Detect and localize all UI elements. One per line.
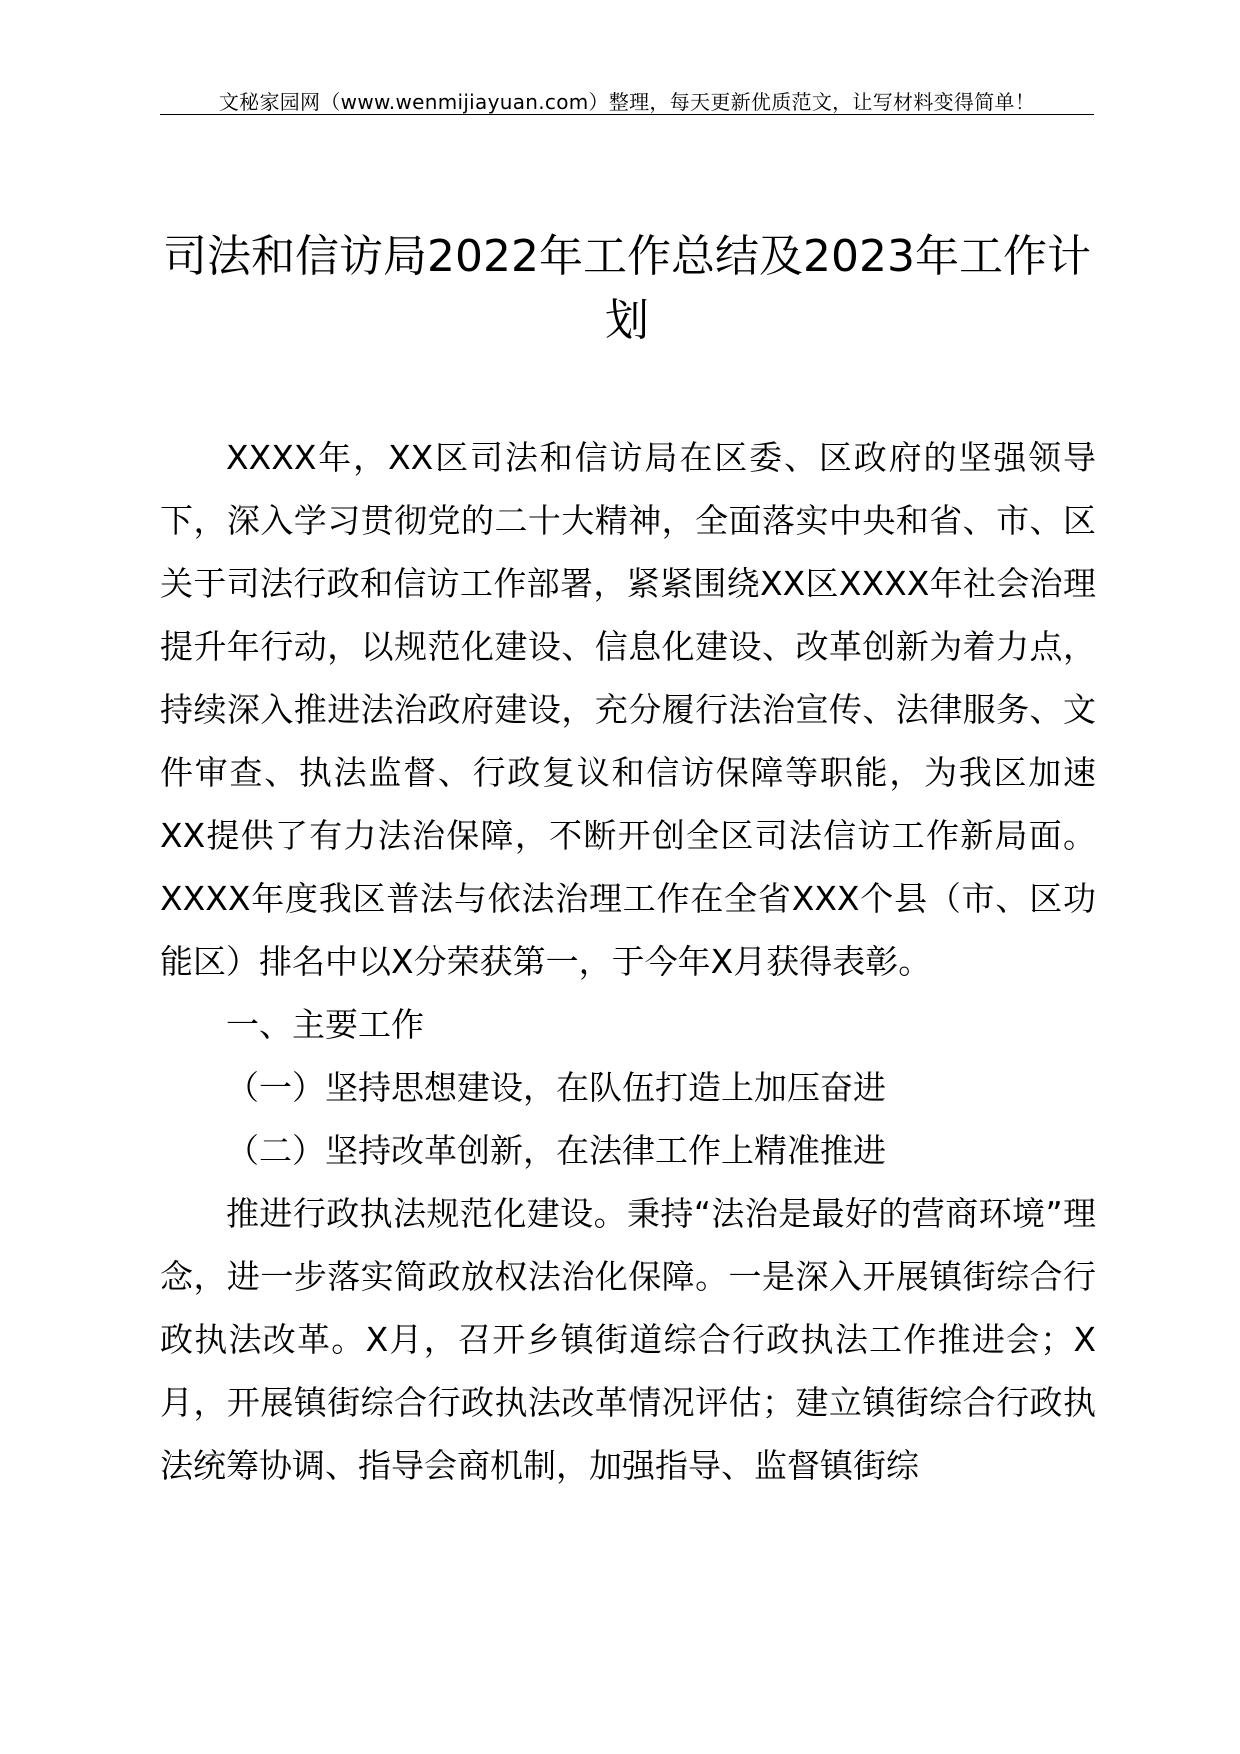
- body-paragraph: 推进行政执法规范化建设。秉持“法治是最好的营商环境”理念，进一步落实简政放权法治化保障。一是深入开展镇街综合行政执法改革。X月，召开乡镇街道综合行政执法工作推进会；X月，开展镇街综合行政执法改革情况评估；建立镇街综合行政执法统筹协调、指导会商机制，加强指导、监督镇街综: [160, 1194, 1096, 1485]
- page-header-text: 文秘家园网（www.wenmijiayuan.com）整理，每天更新优质范文，让写材料变得简单！: [218, 90, 1036, 114]
- document-body: [160, 426, 1096, 1497]
- subsection-heading-2: （二）坚持改革创新，在法律工作上精准推进: [226, 1131, 886, 1170]
- section-heading: 一、主要工作: [226, 1005, 424, 1044]
- intro-paragraph: XXXX年，XX区司法和信访局在区委、区政府的坚强领导下，深入学习贯彻党的二十大精神，全面落实中央和省、市、区关于司法行政和信访工作部署，紧紧围绕XX区XXXX年社会治理提升年行动，以规范化建设、信息化建设、改革创新为着力点，持续深入推进法治政府建设，充分履行法治宣传、法律服务、文件审查、执法监督、行政复议和信访保障等职能，为我区加速XX提供了有力法治保障，不断开创全区司法信访工作新局面。XXXX年度我区普法与依法治理工作在全省XXX个县（市、区功能区）排名中以X分荣获第一，于今年X月获得表彰。: [160, 438, 1096, 981]
- document-title: 司法和信访局2022年工作总结及2023年工作计划: [163, 231, 1091, 346]
- subsection-heading-1: （一）坚持思想建设，在队伍打造上加压奋进: [226, 1068, 886, 1107]
- header-divider: [160, 114, 1094, 115]
